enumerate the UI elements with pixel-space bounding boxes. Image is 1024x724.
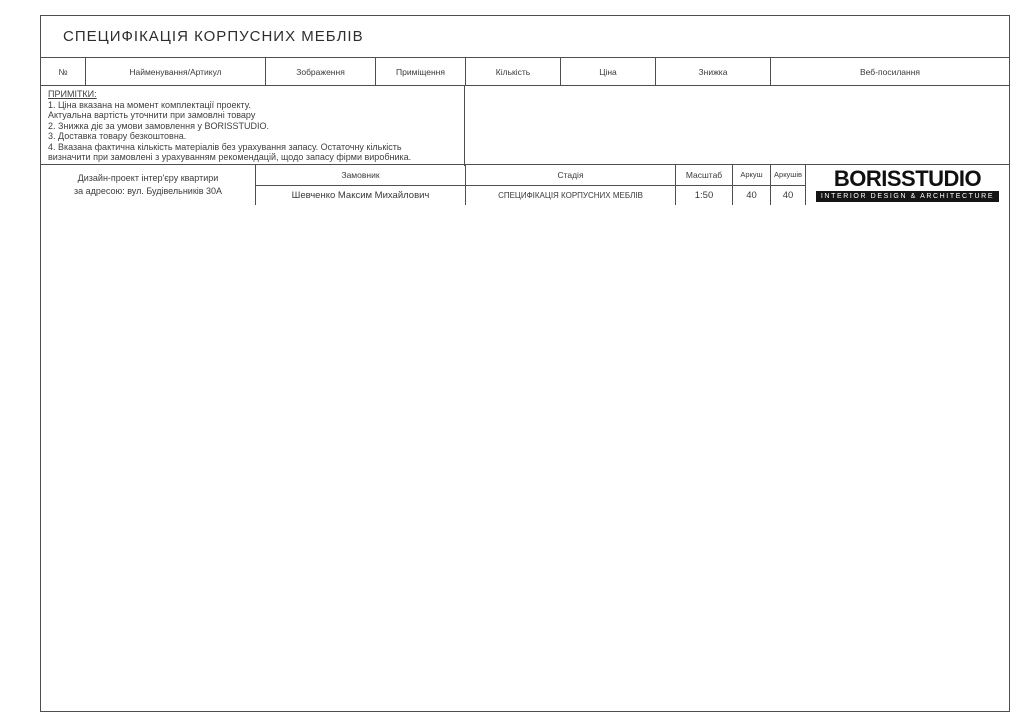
header-number: №: [41, 58, 86, 86]
note-line: 3. Доставка товару безкоштовна.: [48, 131, 187, 142]
table-header-row: [41, 58, 1009, 86]
header-name-article: Найменування/Артикул: [86, 58, 266, 86]
borisstudio-logo: [806, 165, 1009, 205]
scale-value: 1:50: [694, 189, 714, 201]
scale-label: Масштаб: [676, 165, 732, 186]
sheets-total-cell: [771, 165, 806, 205]
stage-label: Стадія: [466, 165, 675, 186]
notes-cell: [41, 86, 465, 166]
sheet-value: 40: [746, 189, 757, 201]
specification-sheet: [40, 15, 1010, 712]
note-line: визначити при замовлені з урахуванням рекомендацій, щодо запасу фірми виробника.: [48, 152, 412, 163]
header-price: Ціна: [561, 58, 656, 86]
header-room: Приміщення: [376, 58, 466, 86]
title-band: [41, 16, 1009, 58]
stage-value: СПЕЦИФІКАЦІЯ КОРПУСНИХ МЕБЛІВ: [498, 190, 643, 200]
note-line: 2. Знижка діє за умови замовлення у BORISSTUDIO.: [48, 120, 269, 131]
notes-empty-cell: [465, 86, 1009, 166]
customer-value: Шевченко Максим Михайлович: [291, 189, 430, 201]
header-image: Зображення: [266, 58, 376, 86]
logo-wordmark: BORISSTUDIO: [833, 166, 982, 191]
header-discount: Знижка: [656, 58, 771, 86]
sheet-cell: [733, 165, 771, 205]
sheets-total-label: Аркушів: [771, 165, 805, 186]
note-line: 4. Вказана фактична кількість матеріалів без урахування запасу. Остаточну кількість: [48, 141, 402, 152]
notes-title: ПРИМІТКИ:: [48, 89, 97, 99]
project-line: за адресою: вул. Будівельників 30А: [73, 186, 223, 196]
page-title: СПЕЦИФІКАЦІЯ КОРПУСНИХ МЕБЛІВ: [63, 28, 364, 45]
scale-cell: [676, 165, 733, 205]
header-weblink: Веб-посилання: [771, 58, 1009, 86]
notes-row: [41, 86, 1009, 165]
note-line: 1. Ціна вказана на момент комплектації проекту.: [48, 99, 251, 110]
logo-tagline: INTERIOR DESIGN & ARCHITECTURE: [816, 191, 999, 202]
customer-label: Замовник: [256, 165, 465, 186]
project-address-cell: [41, 165, 256, 205]
sheets-total-value: 40: [782, 189, 794, 201]
sheet-label: Аркуш: [733, 165, 770, 186]
customer-cell: [256, 165, 466, 205]
title-block-footer: [41, 165, 1009, 205]
project-line: Дизайн-проект інтер'єру квартири: [77, 172, 219, 183]
header-quantity: Кількість: [466, 58, 561, 86]
stage-cell: [466, 165, 676, 205]
logo-cell: [806, 165, 1009, 205]
note-line: Актуальна вартість уточнити при замовлні товару: [48, 110, 256, 121]
